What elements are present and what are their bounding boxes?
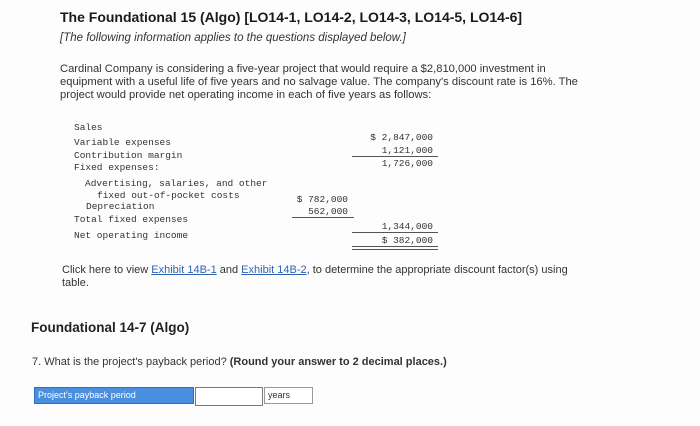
exhibit-14b-2-link[interactable]: Exhibit 14B-2 [241,264,307,276]
section-title: Foundational 14-7 (Algo) [31,320,190,335]
variable-expenses-label: Variable expenses [74,137,171,148]
net-operating-income-label: Net operating income [74,230,189,241]
contribution-margin-amount: 1,726,000 [381,158,433,169]
problem-intro: Cardinal Company is considering a five-year project that would require a $2,810,000 investment in equipment with a useful life of five years and no salvage value. The company's discount rate is 16%. The project would provide net operating income in each of five years as follows: [60,63,578,101]
exhibit-14b-1-link[interactable]: Exhibit 14B-1 [151,264,217,276]
click-suffix: , to determine the appropriate discount factor(s) using table. [62,264,568,289]
contribution-margin-label: Contribution margin [74,150,183,161]
depreciation-label: Depreciation [86,201,155,212]
payback-period-unit: years [264,387,313,404]
total-fixed-expenses-label: Total fixed expenses [74,214,189,225]
click-prefix: Click here to view [62,264,152,276]
question-main: 7. What is the project's payback period? [32,356,230,368]
exhibit-instructions [62,264,592,290]
click-and: and [216,264,242,276]
payback-period-label: Project's payback period [34,387,194,404]
fixed-expenses-label: Fixed expenses: [74,162,160,173]
total-fixed-expenses-amount: 1,344,000 [381,221,433,232]
subtotal-rule [352,156,438,157]
variable-expenses-amount: 1,121,000 [381,145,433,156]
advertising-amount: $ 782,000 [296,194,348,205]
fixed-subtotal-rule [292,217,354,218]
sales-label: Sales [74,122,103,133]
question-instruction: (Round your answer to 2 decimal places.) [229,356,447,368]
payback-period-input[interactable] [195,387,263,406]
sales-amount: $ 2,847,000 [370,132,433,143]
total-rule [352,232,438,233]
question-text [32,356,447,368]
double-underline [352,246,438,250]
depreciation-amount: 562,000 [308,206,348,217]
page-title: The Foundational 15 (Algo) [LO14-1, LO14-2, LO14-3, LO14-5, LO14-6] [60,9,523,25]
advertising-label-line2: fixed out-of-pocket costs [97,190,240,201]
advertising-label-line1: Advertising, salaries, and other [85,178,268,189]
net-operating-income-amount: $ 382,000 [381,235,433,246]
answer-row [34,387,313,404]
page-subtitle: [The following information applies to the questions displayed below.] [60,32,406,44]
